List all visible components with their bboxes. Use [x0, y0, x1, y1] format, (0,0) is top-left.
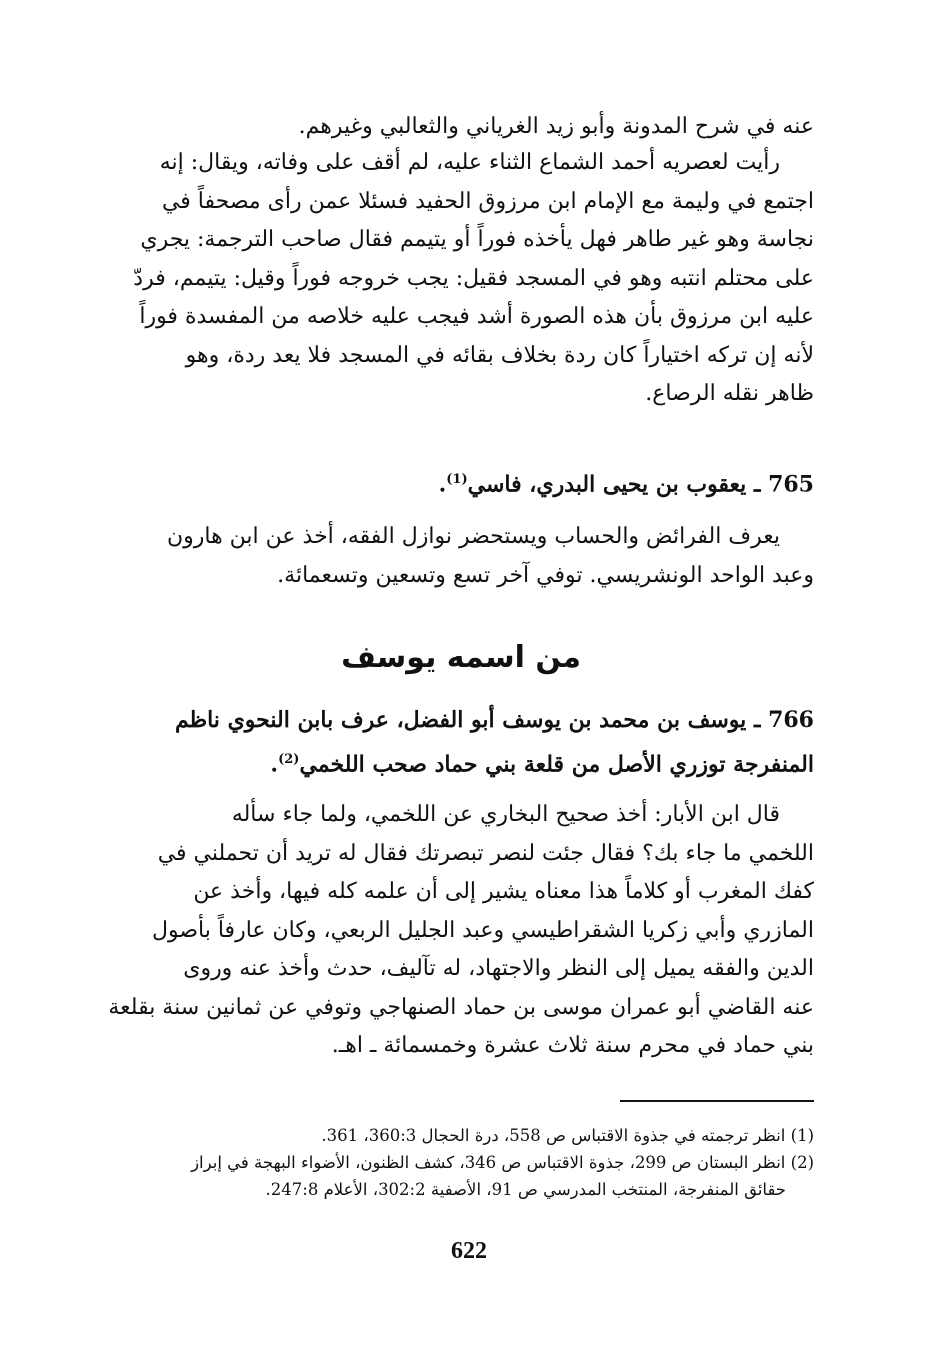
paragraph-biography-continued [108, 144, 814, 414]
text-line: اللخمي ما جاء بك؟ فقال جئت لنصر تبصرتك فقال له تريد أن تحملني في [157, 840, 814, 866]
footnote-1: (1) انظر ترجمته في جذوة الاقتباس ص 558، درة الحجال 360:3، 361. [321, 1126, 814, 1145]
entry-heading-line: المنفرجة توزري الأصل من قلعة بني حماد صحب اللخمي$^{(2)}$. [270, 751, 814, 778]
page-number: 622 [451, 1238, 487, 1264]
text-line: قال ابن الأبار: أخذ صحيح البخاري عن اللخمي، ولما جاء سأله [231, 802, 780, 827]
entry-765 [108, 460, 814, 504]
text-line: يعرف الفرائض والحساب ويستحضر نوازل الفقه، أخذ عن ابن هارون [166, 524, 780, 549]
entry-heading-line: 766 ـ يوسف بن محمد بن يوسف أبو الفضل، عرف بابن النحوي ناظم [174, 707, 814, 733]
text-line: كفك المغرب أو كلاماً هذا معناه يشير إلى أن علمه كله فيها، وأخذ عن [193, 879, 814, 904]
text-line: عليه ابن مرزوق بأن هذه الصورة أشد فيجب عليه خلاصه من المفسدة فوراً [139, 304, 814, 329]
text-line: وعبد الواحد الونشريسي. توفي آخر تسع وتسعين وتسعمائة. [277, 562, 814, 588]
text-line: اجتمع في وليمة مع الإمام ابن مرزوق الحفيد فسئلا عمن رأى مصحفاً في [161, 188, 814, 214]
text-line: عنه القاضي أبو عمران موسى بن حماد الصنهاجي وتوفي عن ثمانين سنة بقلعة [108, 994, 814, 1020]
footnote-2-continued: حقائق المنفرجة، المنتخب المدرسي ص 91، الأصفية 302:2، الأعلام 247:8. [265, 1180, 786, 1199]
text-line: عنه في شرح المدونة وأبو زيد الغرياني والثعالبي وغيرهم. [298, 114, 814, 139]
footnotes [108, 1122, 814, 1203]
footnote-ref: (2) [278, 752, 300, 767]
text-line: الدين والفقه يميل إلى النظر والاجتهاد، له تآليف، حدث وأخذ عنه وروى [183, 956, 814, 981]
footnote-ref: (1) [446, 472, 468, 487]
entry-765-body [108, 518, 814, 595]
footnote-divider [620, 1100, 814, 1102]
text-line: نجاسة وهو غير طاهر فهل يأخذه فوراً أو يتيمم فقال صاحب الترجمة: يجري [140, 227, 814, 252]
text-line: المازري وأبي زكريا الشقراطيسي وعبد الجليل الربعي، وكان عارفاً بأصول [152, 917, 814, 943]
text-line: رأيت لعصريه أحمد الشماع الثناء عليه، لم أقف على وفاته، ويقال: إنه [159, 150, 780, 175]
entry-766-body [108, 796, 814, 1066]
text-line: على محتلم انتبه وهو في المسجد فقيل: يجب خروجه فوراً وقيل: يتيمم، فردّ [133, 265, 814, 291]
section-title: من اسمه يوسف [341, 640, 581, 675]
text-line: لأنه إن تركه اختياراً كان ردة بخلاف بقائه في المسجد فلا يعد ردة، وهو [185, 342, 814, 368]
entry-heading: 765 ـ يعقوب بن يحيى البدري، فاسي$^{(1)}$. [438, 471, 814, 498]
entry-766 [108, 700, 814, 784]
text-line: ظاهر نقله الرصاع. [645, 381, 814, 406]
text-line: بني حماد في محرم سنة ثلاث عشرة وخمسمائة ـ اهـ. [331, 1033, 814, 1058]
footnote-2: (2) انظر البستان ص 299، جذوة الاقتباس ص 346، كشف الظنون، الأضواء البهجة في إبراز [191, 1153, 814, 1172]
